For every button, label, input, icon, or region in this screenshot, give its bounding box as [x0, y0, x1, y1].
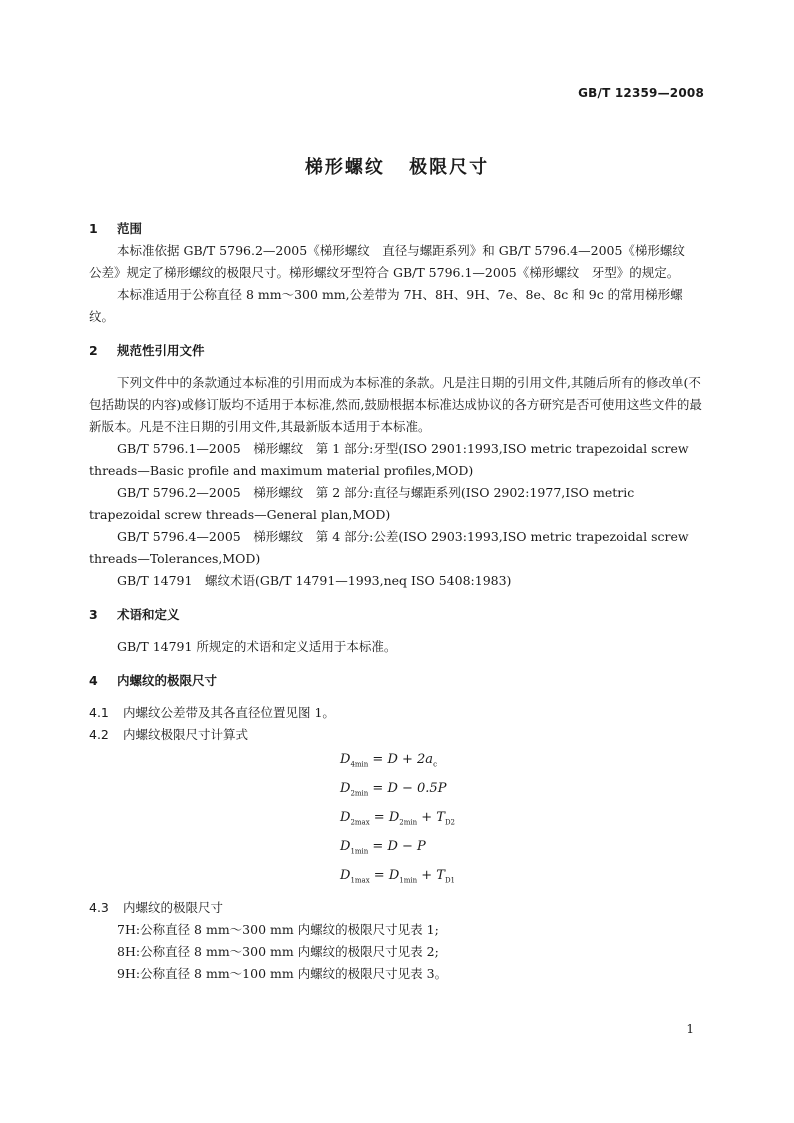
section-title: 规范性引用文件 — [117, 343, 205, 358]
reference-item: GB/T 5796.1—2005 梯形螺纹 第 1 部分:牙型(ISO 2901:1993,ISO metric trapezoidal screw threads—Basic profile and maximum material profiles,MOD) — [89, 441, 689, 478]
subsection-text: 内螺纹极限尺寸计算式 — [123, 727, 249, 742]
formula-line: $D_{4min} = D + 2a_c$ — [340, 752, 437, 769]
reference-item: GB/T 5796.2—2005 梯形螺纹 第 2 部分:直径与螺距系列(ISO 2902:1977,ISO metric trapezoidal screw threads—General plan,MOD) — [89, 485, 635, 522]
section-2-heading — [89, 340, 705, 362]
section-number: 4 — [89, 673, 98, 688]
page-number: 1 — [686, 1022, 694, 1036]
title-part-1: 梯形螺纹 — [304, 157, 385, 178]
page-title — [0, 153, 794, 179]
list-item: 7H:公称直径 8 mm～300 mm 内螺纹的极限尺寸见表 1; — [117, 922, 439, 938]
standard-code: GB/T 12359—2008 — [578, 86, 704, 100]
subsection-text: 内螺纹的极限尺寸 — [123, 900, 224, 916]
reference-item: GB/T 14791 螺纹术语(GB/T 14791—1993,neq ISO 5408:1983) — [117, 573, 512, 588]
formula-line: $D_{1max} = D_{1min} + T_{D1}$ — [340, 868, 456, 885]
section-title: 术语和定义 — [117, 607, 180, 622]
formula-line: $D_{2max} = D_{2min} + T_{D2}$ — [340, 810, 456, 827]
title-part-2: 极限尺寸 — [409, 157, 490, 178]
section-number: 3 — [89, 607, 98, 622]
subsection-number: 4.1 — [89, 705, 109, 720]
subsection-4-1 — [89, 702, 705, 724]
section-3-heading — [89, 604, 705, 626]
paragraph: 本标准依据 GB/T 5796.2—2005《梯形螺纹 直径与螺距系列》和 GB/T 5796.4—2005《梯形螺纹 公差》规定了梯形螺纹的极限尺寸。梯形螺纹牙型符合 GB/T 5796.1—2005《梯形螺纹 牙型》的规定。 — [89, 243, 698, 280]
paragraph: GB/T 14791 所规定的术语和定义适用于本标准。 — [117, 639, 397, 654]
reference-item: GB/T 5796.4—2005 梯形螺纹 第 4 部分:公差(ISO 2903:1993,ISO metric trapezoidal screw threads—Tolerances,MOD) — [89, 529, 689, 566]
section-number: 1 — [89, 221, 98, 236]
subsection-4-3 — [89, 897, 705, 919]
section-4-heading — [89, 670, 705, 692]
list-item: 8H:公称直径 8 mm～300 mm 内螺纹的极限尺寸见表 2; — [117, 944, 439, 960]
paragraph: 下列文件中的条款通过本标准的引用而成为本标准的条款。凡是注日期的引用文件,其随后所有的修改单(不包括勘误的内容)或修订版均不适用于本标准,然而,鼓励根据本标准达成协议的各方研究是否可使用这些文件的最新版本。凡是不注日期的引用文件,其最新版本适用于本标准。 — [89, 375, 702, 434]
list-item: 9H:公称直径 8 mm～100 mm 内螺纹的极限尺寸见表 3。 — [117, 966, 448, 982]
subsection-number: 4.3 — [89, 900, 109, 916]
section-1-heading — [89, 218, 705, 240]
subsection-4-2 — [89, 724, 705, 746]
formula-line: $D_{2min} = D - 0.5P$ — [340, 781, 447, 798]
document-body — [89, 218, 705, 985]
section-number: 2 — [89, 343, 98, 358]
subsection-number: 4.2 — [89, 727, 109, 742]
paragraph: 本标准适用于公称直径 8 mm～300 mm,公差带为 7H、8H、9H、7e、8e、8c 和 9c 的常用梯形螺纹。 — [89, 287, 683, 324]
section-title: 内螺纹的极限尺寸 — [117, 673, 218, 688]
formula-line: $D_{1min} = D - P$ — [340, 839, 426, 856]
subsection-text: 内螺纹公差带及其各直径位置见图 1。 — [123, 705, 335, 720]
formula-block — [340, 748, 705, 893]
section-title: 范围 — [117, 221, 143, 236]
